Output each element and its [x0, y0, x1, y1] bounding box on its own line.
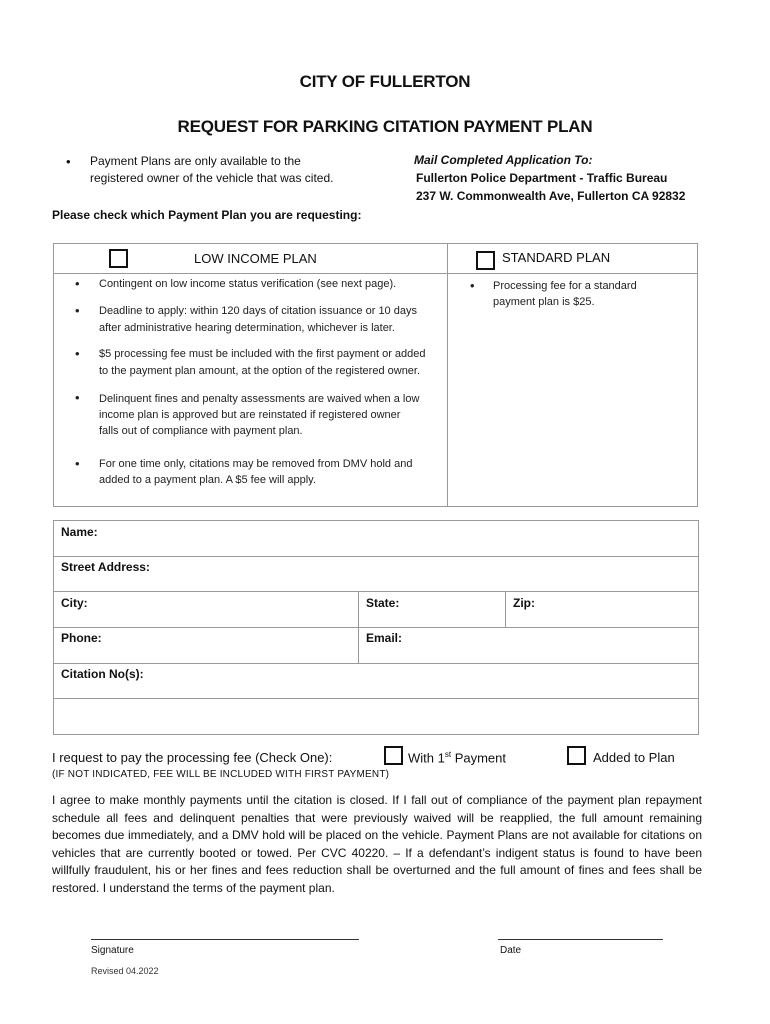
street-address-field[interactable]: Street Address: — [61, 560, 150, 574]
eligibility-line-2: registered owner of the vehicle that was cited. — [90, 171, 334, 185]
plan-divider — [447, 243, 448, 506]
zip-field[interactable]: Zip: — [513, 596, 535, 610]
low-income-checkbox[interactable] — [109, 249, 128, 268]
bullet-icon: • — [75, 303, 80, 318]
form-row-divider — [53, 663, 698, 664]
email-field[interactable]: Email: — [366, 631, 403, 645]
form-col-divider — [358, 591, 359, 664]
mail-department: Fullerton Police Department - Traffic Bureau — [416, 171, 668, 185]
bullet-icon: • — [66, 154, 71, 169]
bullet-icon: • — [75, 390, 80, 405]
fee-added-to-plan-label: Added to Plan — [593, 750, 675, 765]
date-label: Date — [500, 945, 522, 956]
agreement-text: I agree to make monthly payments until the citation is closed. If I fall out of compliance of the payment plan repayment schedule all fees and delinquent penalties that were previously waived will be reapplied, the full amount remaining becomes due immediately, and a DMV hold will be placed on the vehicle. Payment Plans are not available for citations on vehicles that are currently booted or towed. Per CVC 40220. – If a defendant’s indigent status is found to have been willfully fraudulent, his or her fines and fees reduction shall be overturned and the full amount of fines and fees shall be restored. I understand the terms of the payment plan. — [52, 793, 702, 895]
standard-plan-list: • Processing fee for a standard payment plan is $25. — [470, 278, 637, 308]
form-title: REQUEST FOR PARKING CITATION PAYMENT PLAN — [177, 117, 593, 136]
name-field[interactable]: Name: — [61, 525, 98, 539]
form-row-divider — [53, 556, 698, 557]
standard-plan-checkbox[interactable] — [476, 251, 495, 270]
eligibility-line-1: Payment Plans are only available to the — [90, 154, 301, 168]
state-field[interactable]: State: — [366, 596, 400, 610]
mail-heading: Mail Completed Application To: — [414, 153, 593, 167]
revision-note: Revised 04.2022 — [91, 966, 159, 976]
plan-header-divider — [53, 273, 698, 274]
form-row-divider — [53, 627, 698, 628]
city-title: CITY OF FULLERTON — [299, 72, 471, 91]
eligibility-bullet — [66, 153, 386, 189]
citation-numbers-input-area[interactable] — [54, 699, 697, 733]
bullet-icon: • — [75, 276, 80, 291]
fee-note: (IF NOT INDICATED, FEE WILL BE INCLUDED WITH FIRST PAYMENT) — [52, 769, 390, 780]
plan-instruction: Please check which Payment Plan you are requesting: — [52, 208, 362, 222]
bullet-icon: • — [470, 278, 475, 293]
city-field[interactable]: City: — [61, 596, 88, 610]
citation-numbers-field[interactable]: Citation No(s): — [61, 667, 144, 681]
phone-field[interactable]: Phone: — [61, 631, 102, 645]
mail-street: 237 W. Commonwealth Ave, Fullerton CA 92832 — [416, 189, 686, 203]
bullet-icon: • — [75, 346, 80, 361]
low-income-list: • Contingent on low income status verification (see next page). • Deadline to apply: within 120 days of citation issuance or 10 days after administrative hearing determination, whichever is later. • $5 processing fee must be included with the first payment or added to the payment plan amount, at the option of the registered owner. • Delinquent fines and penalty assessments are waived when a low income plan is approved but are reinstated if registered owner falls out of compliance with payment plan. • For one time only, citations may be removed from DMV hold and added to a payment plan. A $5 fee will apply. — [75, 276, 426, 486]
date-line[interactable] — [498, 939, 663, 940]
standard-plan-title: STANDARD PLAN — [502, 250, 611, 265]
fee-question: I request to pay the processing fee (Check One): — [52, 750, 333, 765]
signature-line[interactable] — [91, 939, 359, 940]
mail-address-block — [414, 151, 714, 205]
form-row-divider — [53, 591, 698, 592]
fee-first-payment-label: With 1st Payment — [408, 750, 506, 766]
low-income-title: LOW INCOME PLAN — [194, 251, 317, 266]
fee-added-to-plan-checkbox[interactable] — [567, 746, 586, 765]
fee-first-payment-checkbox[interactable] — [384, 746, 403, 765]
form-col-divider — [505, 591, 506, 628]
signature-label: Signature — [91, 945, 134, 956]
bullet-icon: • — [75, 456, 80, 471]
